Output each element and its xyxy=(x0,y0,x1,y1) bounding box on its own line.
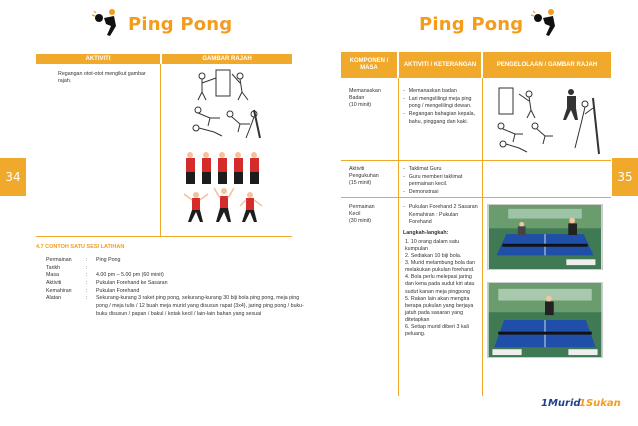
component-line: Kecil xyxy=(349,211,361,218)
page-title: Ping Pong xyxy=(128,14,233,35)
right-page xyxy=(319,0,638,426)
list-item: - Memanaskan badan xyxy=(403,88,457,94)
step-item: 1. 10 orang dalam satu kumpulan xyxy=(405,238,460,252)
section-title: 4.7 CONTOH SATU SESI LATIHAN xyxy=(36,244,125,250)
list-item: - Guru memberi taklimat permainan kecil. xyxy=(403,174,479,188)
page-number: 34 xyxy=(5,170,21,184)
table-divider xyxy=(398,78,399,396)
component-line: Pengukuhan xyxy=(349,173,379,180)
list-item-text: Guru memberi taklimat permainan kecil. xyxy=(408,174,463,188)
steps-list xyxy=(403,239,481,339)
activity-text: Regangan otot-otot mengikut gambar rajah. xyxy=(58,71,146,85)
stretching-sketch-image xyxy=(489,84,605,156)
session-key: Alatan xyxy=(46,295,62,302)
page-number-tab xyxy=(0,158,26,196)
list-item-text: Taklimat Guru xyxy=(408,166,442,172)
session-colon: : xyxy=(86,272,88,279)
column-header-komponen: KOMPONEN / MASA xyxy=(341,52,397,78)
list-item: - Regangan bahagian kepala, bahu, pinggang dan kaki. xyxy=(403,111,479,125)
list-item: - Demonstrasi xyxy=(403,189,439,196)
session-key: Kemahiran xyxy=(46,287,72,294)
steps-title: Langkah-langkah: xyxy=(403,230,449,237)
step-item: 2. Sediakan 10 biji bola. xyxy=(405,252,462,259)
page-number-tab xyxy=(612,158,638,196)
brand-logo-1murid: 1Murid xyxy=(541,398,581,409)
session-row-aktiviti xyxy=(46,280,304,288)
session-row-masa xyxy=(46,272,304,280)
component-line: Aktiviti xyxy=(349,166,365,172)
row-activity-list xyxy=(403,88,479,127)
session-value xyxy=(96,265,304,273)
component-line: (15 minit) xyxy=(349,180,372,187)
component-line: (30 minit) xyxy=(349,218,372,225)
session-colon: : xyxy=(86,287,88,294)
session-details xyxy=(46,257,304,318)
column-header-pengelolaan: PENGELOLAAN / GAMBAR RAJAH xyxy=(483,52,611,78)
step-item: 5. Rakan lain akan mengira berapa pukulan yang berjaya jatuh pada sasaran yang ditetapkan xyxy=(405,295,474,324)
session-key: Masa xyxy=(46,272,59,279)
table-tennis-practice-photo xyxy=(487,204,603,270)
list-item-text: Demonstrasi xyxy=(408,189,439,196)
session-row-tarikh xyxy=(46,265,304,273)
table-bottom-rule xyxy=(36,236,292,237)
session-value: Sekurang-kurang 3 raket ping pong, sekurang-kurang 30 biji bola ping pong, meja ping pong / meja tulis / 12 buah meja murid yang disusun rapat (3x4), jaring ping pong / buku-buku disusun / papan / bakul / kotak kecil / lain-lain bahan yang sesuai xyxy=(96,295,304,317)
page-number: 35 xyxy=(617,170,633,184)
list-item-text: Lari mengelilingi meja ping pong / mengelilingi dewan. xyxy=(408,96,472,110)
ping-pong-player-logo-icon xyxy=(90,6,124,40)
list-item-text: Regangan bahagian kepala, bahu, pinggang dan kaki. xyxy=(408,111,476,125)
session-value: 4.00 pm – 5.00 pm (60 minit) xyxy=(96,272,164,279)
column-header-aktiviti: AKTIVITI xyxy=(36,54,160,64)
warmup-figures-image xyxy=(180,150,270,226)
session-colon: : xyxy=(86,264,88,271)
session-key: Aktiviti xyxy=(46,280,62,287)
session-colon: : xyxy=(86,295,88,302)
step-item: 4. Bola perlu melepasi jaring dan kena pada sudut kiri atau sudut kanan meja pingpong xyxy=(405,274,475,295)
list-item-text: Pukulan Forehand 2 Sasaran xyxy=(408,204,478,210)
step-item: 6. Setiap murid diberi 3 kali peluang. xyxy=(405,324,469,338)
column-header-gambar-rajah: GAMBAR RAJAH xyxy=(162,54,292,64)
session-key: Permainan xyxy=(46,257,72,263)
session-colon: : xyxy=(86,257,88,263)
row-activity-list xyxy=(403,166,479,198)
session-row-kemahiran xyxy=(46,288,304,296)
step-item: 3. Murid melambung bola dan melakukan pukulan forehand. xyxy=(405,259,476,274)
stretching-sketch-image xyxy=(180,66,270,142)
list-item: - Lari mengelilingi meja ping pong / mengelilingi dewan. xyxy=(403,96,479,110)
session-row-alatan xyxy=(46,295,304,318)
row-component xyxy=(349,204,397,225)
session-key: Tarikh xyxy=(46,264,61,271)
session-value: Ping Pong xyxy=(96,257,121,263)
list-item: - Taklimat Guru xyxy=(403,166,442,172)
session-value: Pukulan Forehand xyxy=(96,287,140,294)
session-colon: : xyxy=(86,280,88,287)
ping-pong-player-logo-icon xyxy=(529,6,563,40)
brand-logo-1sukan: 1Sukan xyxy=(579,398,621,409)
table-tennis-match-photo xyxy=(487,282,603,358)
column-header-aktiviti: AKTIVITI / KETERANGAN xyxy=(399,52,481,78)
row-component xyxy=(349,166,397,187)
session-row-permainan xyxy=(46,257,304,265)
session-value: Pukulan Forehand ke Sasaran xyxy=(96,280,168,287)
component-line: Memanaskan xyxy=(349,88,381,94)
list-item: - Pukulan Forehand 2 Sasaran xyxy=(403,204,478,210)
table-divider xyxy=(160,64,161,236)
component-line: Badan xyxy=(349,95,365,102)
page-title: Ping Pong xyxy=(419,14,524,35)
component-line: (10 minit) xyxy=(349,102,372,109)
skill-text: Kemahiran : Pukulan Forehand xyxy=(409,212,459,226)
row-divider xyxy=(341,160,611,161)
row-component xyxy=(349,88,397,109)
component-line: Permainan xyxy=(349,204,375,210)
list-item-text: Memanaskan badan xyxy=(408,88,457,94)
table-divider xyxy=(482,78,483,396)
row-activity-list xyxy=(403,204,481,339)
